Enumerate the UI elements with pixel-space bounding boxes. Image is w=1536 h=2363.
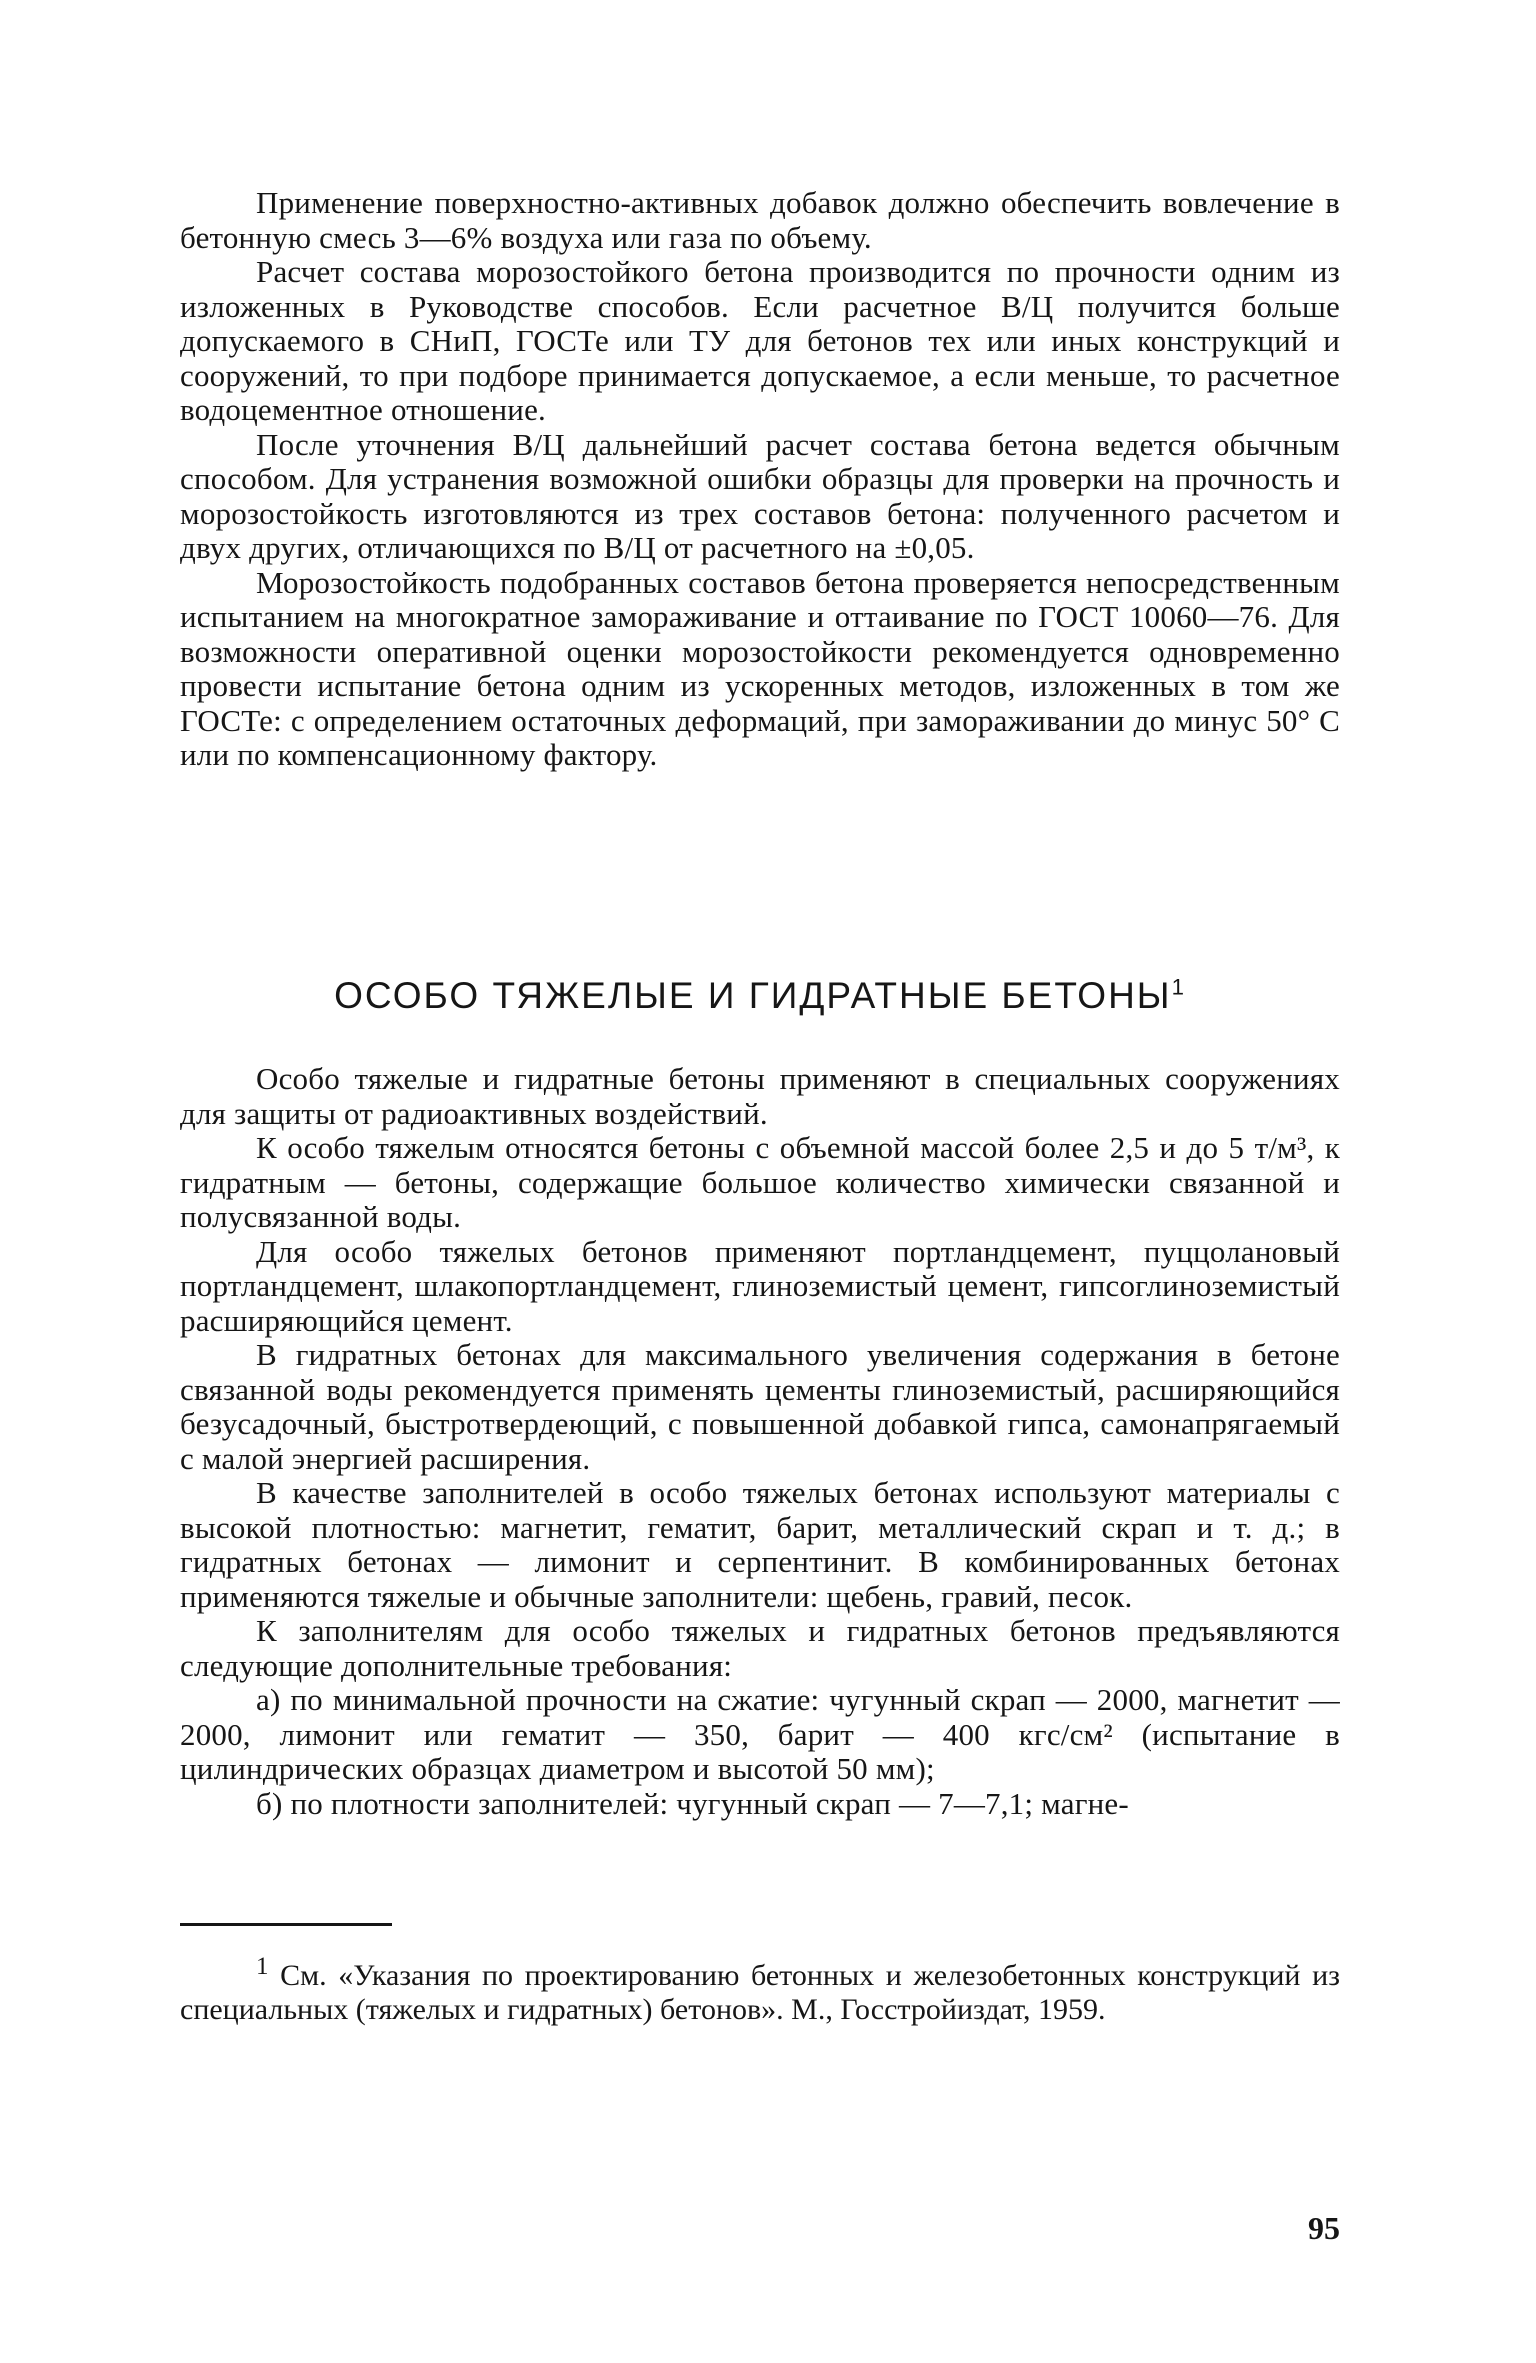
section-heading bbox=[180, 975, 1340, 1017]
footnote-text: См. «Указания по проектированию бетонных и железобетонных конструкций из специальных (тяжелых и гидратных) бетонов». М., Госстройиздат, 1959. bbox=[180, 1959, 1340, 2026]
page-number: 95 bbox=[1308, 2210, 1340, 2246]
list-item-a: а) по минимальной прочности на сжатие: чугунный скрап — 2000, магнетит — 2000, лимонит или гематит — 350, барит — 400 кгс/см² (испытание в цилиндрических образцах диаметром и высотой 50 мм); bbox=[180, 1682, 1340, 1786]
paragraph: Применение поверхностно-активных добавок должно обеспечить вовлечение в бетонную смесь 3—6% воздуха или газа по объему. bbox=[180, 185, 1340, 255]
paragraph: В гидратных бетонах для максимального увеличения содержания в бетоне связанной воды рекомендуется применять цементы глиноземистый, расширяющийся безусадочный, быстротвердеющий, с повышенной добавкой гипса, самонапрягаемый с малой энергией расширения. bbox=[180, 1337, 1340, 1476]
paragraph: К заполнителям для особо тяжелых и гидратных бетонов предъявляются следующие дополнительные требования: bbox=[180, 1613, 1340, 1683]
paragraph: Расчет состава морозостойкого бетона производится по прочности одним из изложенных в Руководстве способов. Если расчетное В/Ц получится больше допускаемого в СНиП, ГОСТе или ТУ для бетонов тех или иных конструкций и сооружений, то при подборе принимается допускаемое, а если меньше, то расчетное водоцементное отношение. bbox=[180, 254, 1340, 427]
paragraph: В качестве заполнителей в особо тяжелых бетонах используют материалы с высокой плотностью: магнетит, гематит, барит, металлический скрап и т. д.; в гидратных бетонах — лимонит и серпентинит. В комбинированных бетонах применяются тяжелые и обычные заполнители: щебень, гравий, песок. bbox=[180, 1475, 1340, 1614]
footnote bbox=[180, 1950, 1340, 2027]
paragraph: После уточнения В/Ц дальнейший расчет состава бетона ведется обычным способом. Для устранения возможной ошибки образцы для проверки на прочность и морозостойкость изготовляются из трех составов бетона: полученного расчетом и двух других, отличающихся по В/Ц от расчетного на ±0,05. bbox=[180, 426, 1340, 565]
list-item-b: б) по плотности заполнителей: чугунный скрап — 7—7,1; магне- bbox=[256, 1785, 1129, 1821]
paragraph: Для особо тяжелых бетонов применяют портландцемент, пуццолановый портландцемент, шлакопортландцемент, глиноземистый цемент, гипсоглиноземистый расширяющийся цемент. bbox=[180, 1233, 1340, 1338]
heading-footnote-mark: 1 bbox=[1171, 974, 1186, 1000]
section-heading-text: ОСОБО ТЯЖЕЛЫЕ И ГИДРАТНЫЕ БЕТОНЫ bbox=[334, 975, 1172, 1016]
top-text-block bbox=[180, 186, 1340, 773]
footnote-divider bbox=[180, 1923, 392, 1926]
paragraph: К особо тяжелым относятся бетоны с объемной массой более 2,5 и до 5 т/м³, к гидратным — бетоны, содержащие большое количество химически связанной и полусвязанной воды. bbox=[180, 1130, 1340, 1234]
section-text-block bbox=[180, 1062, 1340, 1821]
footnote-mark: 1 bbox=[256, 1953, 269, 1980]
paragraph: Особо тяжелые и гидратные бетоны применяют в специальных сооружениях для защиты от радиоактивных воздействий. bbox=[180, 1061, 1340, 1131]
paragraph: Морозостойкость подобранных составов бетона проверяется непосредственным испытанием на многократное замораживание и оттаивание по ГОСТ 10060—76. Для возможности оперативной оценки морозостойкости рекомендуется одновременно провести испытание бетона одним из ускоренных методов, изложенных в том же ГОСТе: с определением остаточных деформаций, при замораживании до минус 50° С или по компенсационному фактору. bbox=[180, 564, 1340, 772]
